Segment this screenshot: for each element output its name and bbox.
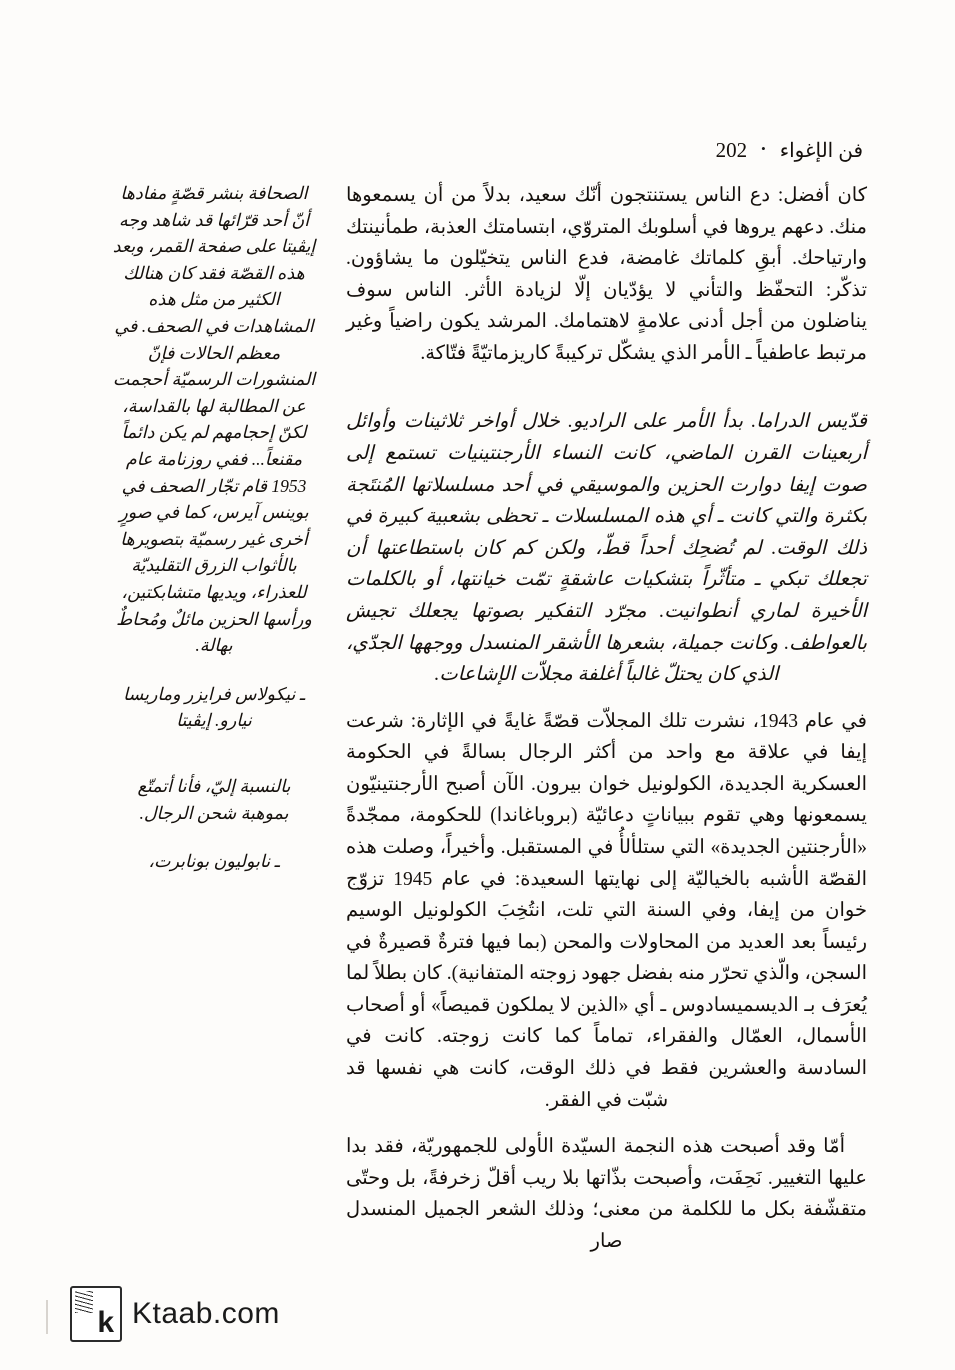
sidebar-second-note xyxy=(112,773,316,874)
paragraph-spacer xyxy=(346,384,867,406)
site-name-label: Ktaab.com xyxy=(132,1297,280,1330)
header-separator-dot: • xyxy=(761,141,766,156)
page-body xyxy=(88,180,867,1260)
paragraph: في عام 1943، نشرت تلك المجلاّت قصّةً غايةً في الإثارة: شرعت إيفا في علاقة مع واحد من أكثر الرجال بسالةً في الحكومة العسكرية الجديدة، الكولونيل خوان بيرون. الآن أصبح الأرجنتينيّون يسمعونها وهي تقوم ببياناتٍ دعائيّة (بروباغاندا) للحكومة، ممجّدةً «الأرجنتين الجديدة» التي ستلألأُ في المستقبل. وأخيراً، وصلت هذه القصّة الأشبه بالخياليّة إلى نهايتها السعيدة: في عام 1945 تزوّج خوان من إيفا، وفي السنة التي تلت، انتُخِبَ الكولونيل الوسيم رئيساً بعد العديد من المحاولات والمحن (بما فيها فترةٌ قصيرةٌ في السجن، والّذي تحرّر منه بفضل جهود زوجته المتفانية). كان بطلاً لما يُعرَف بـ الديسميسادوس ـ أي «الذين لا يملكون قميصاً» أو أصحاب الأسمال، العمّال والفقراء، تماماً كما كانت زوجته. كانت في السادسة والعشرين فقط في ذلك الوقت، كانت هي نفسها قد شبّت في الفقر. xyxy=(346,710,867,1111)
logo-hatch-decor xyxy=(75,1291,93,1313)
page-edge-mark xyxy=(46,1300,48,1334)
paragraph: قدّيس الدراما. بدأ الأمر على الراديو. خلال أواخر ثلاثينات وأوائل أربعينات القرن الماضي، كانت النساء الأرجنتينيات تستمع إلى صوت إيفا دوارت الحزين والموسيقي في أحد مسلسلاتها المُنتَجة بكثرة والتي كانت ـ أي هذه المسلسلات ـ تحظى بشعبية كبيرة في ذلك الوقت. لم تُضحِك أحداً قطّ، ولكن كم كان باستطاعتها أن تجعلك تبكي ـ متأثّراً بتشكيات عاشقةٍ تمّت خيانتها، أو بالكلمات الأخيرة لماري أنطوانيت. مجرّد التفكير بصوتها يجعلك تجيش بالعواطف. وكانت جميلة، بشعرها الأشقر المنسدل ووجهها الجدّي، الذي كان يحتلّ غالباً أغلفة مجلاّت الإشاعات. xyxy=(346,411,867,686)
logo-letter: k xyxy=(97,1306,114,1339)
ktaab-logo-icon xyxy=(70,1286,122,1342)
main-text-column xyxy=(322,180,867,1260)
paragraph: كان أفضل: دع الناس يستنتجون أنّك سعيد، بدلاً من أن يسمعوها منك. دعهم يروها في أسلوبك المتروّي، ابتسامتك العذبة، طمأنينتك وارتياحك. أبقِ كلماتك غامضة، فدع الناس يتخيّلون ما يشاؤون. تذكّر: التحفّظ والتأني لا يؤدّيان إلّا لزيادة الأثر. الناس سوف يناضلون من أجل أدنى علامةٍ لاهتمامك. المرشد يكون راضياً وغير مرتبط عاطفياً ـ الأمر الذي يشكّل تركيبةً كاريزماتيّةً فتّاكة. xyxy=(346,185,867,364)
sidebar-quote: بالنسبة إليّ، فأنا أتمتّع بموهبة شحن الرجال. xyxy=(137,776,291,823)
page-header xyxy=(413,138,863,163)
chapter-title: فن الإغواء xyxy=(779,140,863,162)
site-watermark xyxy=(70,1286,280,1342)
sidebar-margin-notes xyxy=(112,180,322,1260)
page-number: 202 xyxy=(715,138,748,162)
sidebar-attribution: ـ نيكولاس فرايزر وماريسا نيارو. إيڤيتا xyxy=(123,683,305,730)
sidebar-quote: الصحافة بنشر قصّةٍ مفادها أنّ أحد قرّائها قد شاهد وجه إيڤيتا على صفحة القمر، وبعد هذه القصّة فقد كان هنالك الكثير من مثل هذه المشاهدات في الصحف. في معظم الحالات فإنّ المنشورات الرسميّة أحجمت عن المطالبة لها بالقداسة، لكنّ إحجامهم لم يكن دائماً مقنعاً... ففي روزنامة عام 1953 قام تجّار الصحف في بوينس آيرس، كما في صورٍ أخرى غير رسميّة بتصويرها بالأثواب الزرق التقليديّة للعذراء، ويديها متشابكتين، ورأسها الحزين مائلٌ ومُحاطٌ بهالة. xyxy=(112,183,316,656)
sidebar-attribution: ـ نابوليون بونابرت، xyxy=(148,851,280,872)
paragraph: أمّا وقد أصبحت هذه النجمة السيّدة الأولى للجمهوريّة، فقد بدا عليها التغيير. نَحِفَت، وأصبحت بذّاتها بلا ريب أقلّ زخرفةً، بل وحتّى متقشّفة بكل ما للكلمة من معنى؛ وذلك الشعر الجميل المنسدل صار xyxy=(346,1136,867,1252)
